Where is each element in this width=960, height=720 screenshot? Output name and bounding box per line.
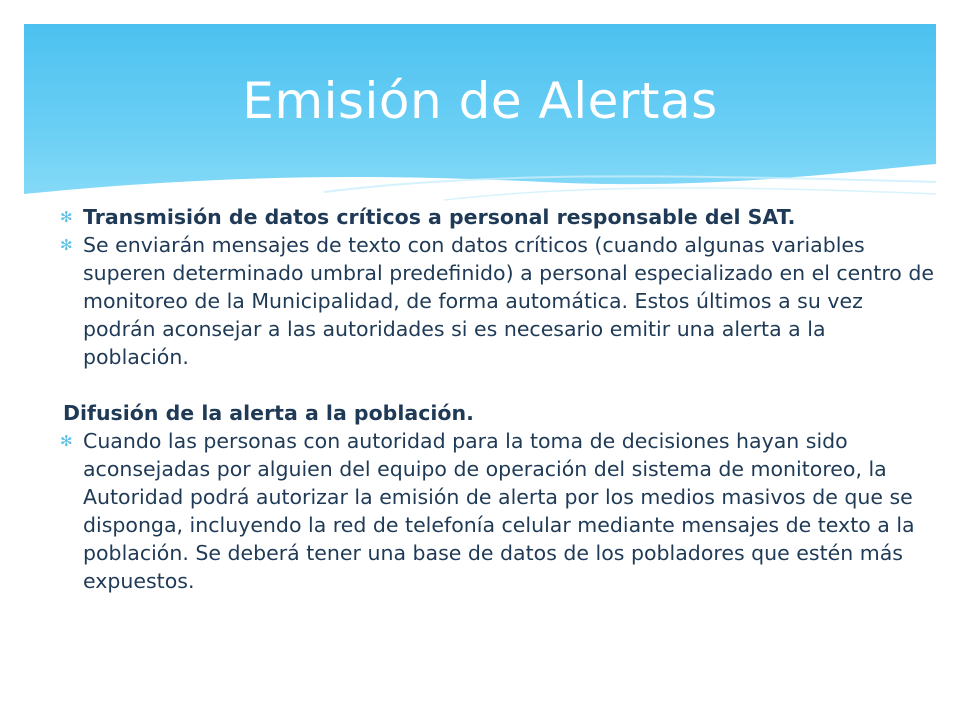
bullet-text: Se enviarán mensajes de texto con datos críticos (cuando algunas variables superen determinado umbral predefinido) a personal especializado en el centro de monitoreo de la Municipalidad, de forma automática. Estos últimos a su vez podrán aconsejar a las autoridades si es necesario emitir una alerta a la población.: [83, 233, 934, 369]
page-title: Emisión de Alertas: [242, 72, 718, 130]
bullet-text: Cuando las personas con autoridad para la toma de decisiones hayan sido aconsejadas por alguien del equipo de operación del sistema de monitoreo, la Autoridad podrá autorizar la emisión de alerta por los medios masivos de que se disponga, incluyendo la red de telefonía celular mediante mensajes de texto a la población. Se deberá tener una base de datos de los pobladores que estén más expuestos.: [83, 429, 915, 593]
list-item: [60, 231, 936, 371]
spacer: [60, 371, 936, 399]
asterisk-bullet-icon: ✻: [60, 432, 73, 450]
list-item: [60, 427, 936, 595]
slide-body: [60, 203, 936, 595]
title-banner: [24, 24, 936, 212]
list-item: [60, 203, 936, 231]
asterisk-bullet-icon: ✻: [60, 236, 73, 254]
section-heading: Difusión de la alerta a la población.: [63, 401, 474, 425]
bullet-text: Transmisión de datos críticos a personal responsable del SAT.: [83, 205, 796, 229]
asterisk-bullet-icon: ✻: [60, 208, 73, 226]
